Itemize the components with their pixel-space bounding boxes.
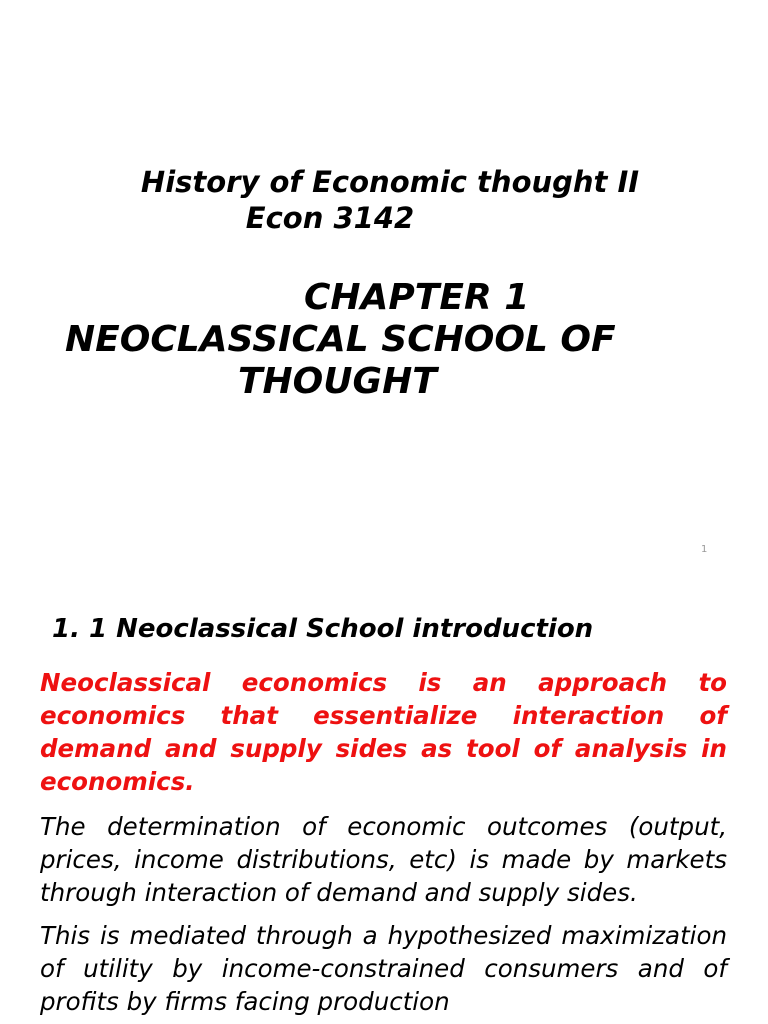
course-title: History of Economic thought II <box>140 165 640 199</box>
chapter-title-line-2: THOUGHT <box>238 361 437 402</box>
chapter-title-line-1: NEOCLASSICAL SCHOOL OF <box>65 319 616 360</box>
course-code: Econ 3142 <box>245 201 415 235</box>
definition-paragraph: Neoclassical economics is an approach to economics that essentialize interaction of demand and supply sides as tool of analysis in economics. <box>40 668 727 796</box>
determination-paragraph: The determination of economic outcomes (output, prices, income distributions, etc) is made by markets through interaction of demand and supply sides. <box>40 812 727 907</box>
section-heading: 1. 1 Neoclassical School introduction <box>52 614 594 644</box>
mediation-paragraph: This is mediated through a hypothesized maximization of utility by income-constrained consumers and of profits by firms facing production <box>40 921 727 1016</box>
chapter-label: CHAPTER 1 <box>304 277 530 318</box>
page-number: 1 <box>701 544 708 555</box>
